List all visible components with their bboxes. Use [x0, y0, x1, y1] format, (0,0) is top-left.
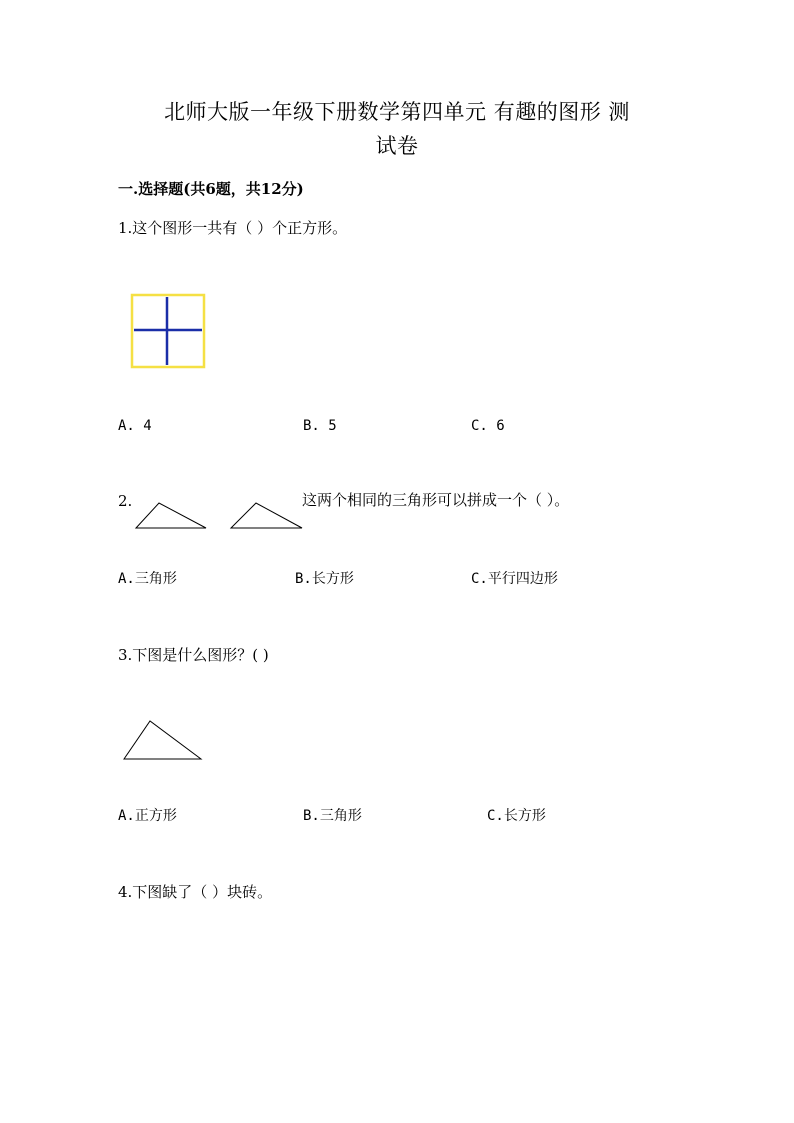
- question-1-option-a[interactable]: A. 4: [118, 418, 152, 434]
- triangle-shape: [136, 503, 206, 528]
- question-1-option-c[interactable]: C. 6: [471, 418, 505, 434]
- question-3-triangle-figure: [122, 718, 204, 762]
- question-2-option-a[interactable]: A.三角形: [118, 571, 177, 587]
- question-1-stem: 1.这个图形一共有（ ）个正方形。: [118, 219, 348, 237]
- question-1-option-b[interactable]: B. 5: [303, 418, 337, 434]
- question-2-number: 2.: [118, 492, 133, 510]
- question-3-option-a[interactable]: A.正方形: [118, 808, 177, 824]
- question-2-triangle-right: [229, 500, 305, 530]
- question-3-option-c[interactable]: C.长方形: [487, 808, 546, 824]
- question-4-stem: 4.下图缺了（ ）块砖。: [118, 883, 273, 901]
- section-heading: 一.选择题(共6题，共12分): [118, 180, 304, 198]
- question-2-option-c[interactable]: C.平行四边形: [471, 571, 558, 587]
- question-1-square-figure: [130, 293, 206, 369]
- question-3-option-b[interactable]: B.三角形: [303, 808, 362, 824]
- question-2-triangle-left: [134, 500, 208, 530]
- page-title-line1: 北师大版一年级下册数学第四单元 有趣的图形 测: [164, 100, 630, 124]
- triangle-shape: [231, 503, 302, 528]
- question-3-stem: 3.下图是什么图形？( ): [118, 646, 269, 664]
- question-2-option-b[interactable]: B.长方形: [295, 571, 354, 587]
- question-2-stem: 这两个相同的三角形可以拼成一个（ ）。: [302, 491, 570, 509]
- triangle-shape: [124, 721, 201, 759]
- page-title-line2: 试卷: [375, 134, 419, 158]
